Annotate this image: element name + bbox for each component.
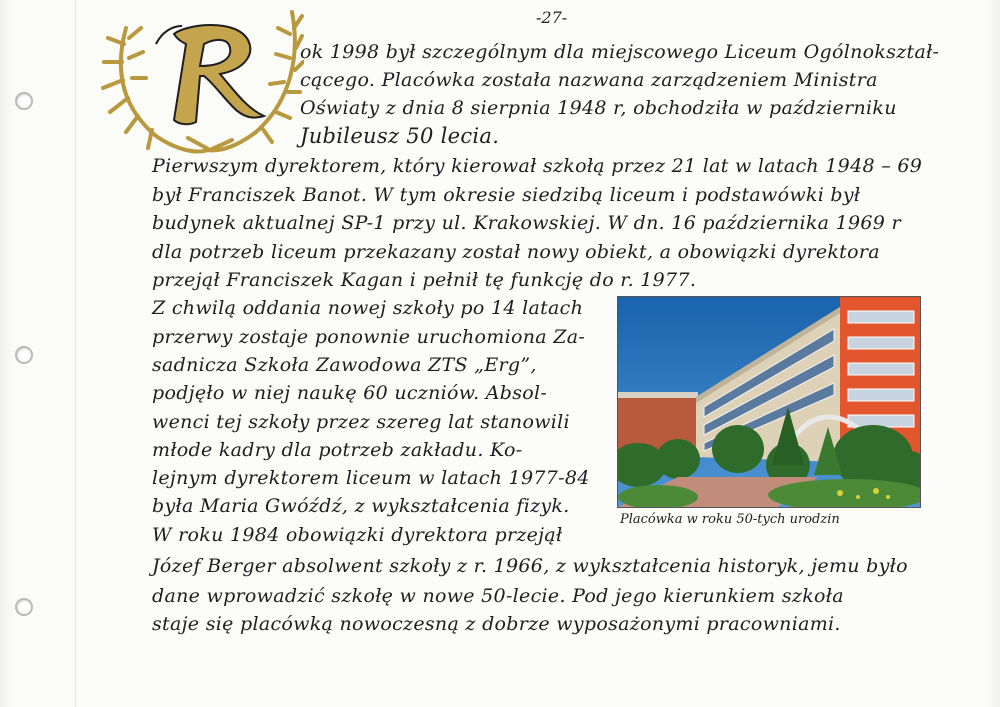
text-line: Z chwilą oddania nowej szkoły po 14 latach <box>152 297 584 319</box>
text-line: W roku 1984 obowiązki dyrektora przejął <box>152 524 563 546</box>
margin-line <box>75 0 76 707</box>
photo-caption: Placówka w roku 50-tych urodzin <box>620 512 840 527</box>
text-line: ok 1998 był szczególnym dla miejscowego Liceum Ogólnokształ- <box>300 41 940 63</box>
text-line: młode kadry dla potrzeb zakładu. Ko- <box>152 439 523 461</box>
binder-hole <box>15 92 33 110</box>
text-line: lejnym dyrektorem liceum w latach 1977-84 <box>152 467 590 489</box>
school-photo <box>617 296 921 508</box>
text-line: Oświaty z dnia 8 sierpnia 1948 r, obchodziła w październiku <box>300 97 897 119</box>
initial-ornament <box>96 4 304 156</box>
binder-hole <box>15 346 33 364</box>
text-line: dane wprowadzić szkołę w nowe 50-lecie. Pod jego kierunkiem szkoła <box>152 585 844 607</box>
page-number: -27- <box>536 8 568 27</box>
text-line: sadnicza Szkoła Zawodowa ZTS „Erg”, <box>152 354 537 376</box>
text-line: przejął Franciszek Kagan i pełnił tę funkcję do r. 1977. <box>152 269 697 291</box>
text-line: Pierwszym dyrektorem, który kierował szkołą przez 21 lat w latach 1948 – 69 <box>152 155 923 177</box>
text-line: Jubileusz 50 lecia. <box>300 124 500 148</box>
text-line: dla potrzeb liceum przekazany został nowy obiekt, a obowiązki dyrektora <box>152 241 880 263</box>
text-line: przerwy zostaje ponownie uruchomiona Za- <box>152 326 586 348</box>
text-line: wenci tej szkoły przez szereg lat stanowili <box>152 411 570 433</box>
text-line: był Franciszek Banot. W tym okresie siedzibą liceum i podstawówki był <box>152 184 861 206</box>
binder-hole <box>15 598 33 616</box>
text-line: cącego. Placówka została nazwana zarządzeniem Ministra <box>300 69 878 91</box>
text-line: budynek aktualnej SP-1 przy ul. Krakowskiej. W dn. 16 października 1969 r <box>152 212 901 234</box>
text-line: Józef Berger absolwent szkoły z r. 1966, z wykształcenia historyk, jemu było <box>152 555 908 577</box>
text-line: była Maria Gwóźdź, z wykształcenia fizyk. <box>152 495 570 517</box>
text-line: staje się placówką nowoczesną z dobrze wyposażonymi pracowniami. <box>152 613 841 635</box>
text-line: podjęło w niej naukę 60 uczniów. Absol- <box>152 382 548 404</box>
